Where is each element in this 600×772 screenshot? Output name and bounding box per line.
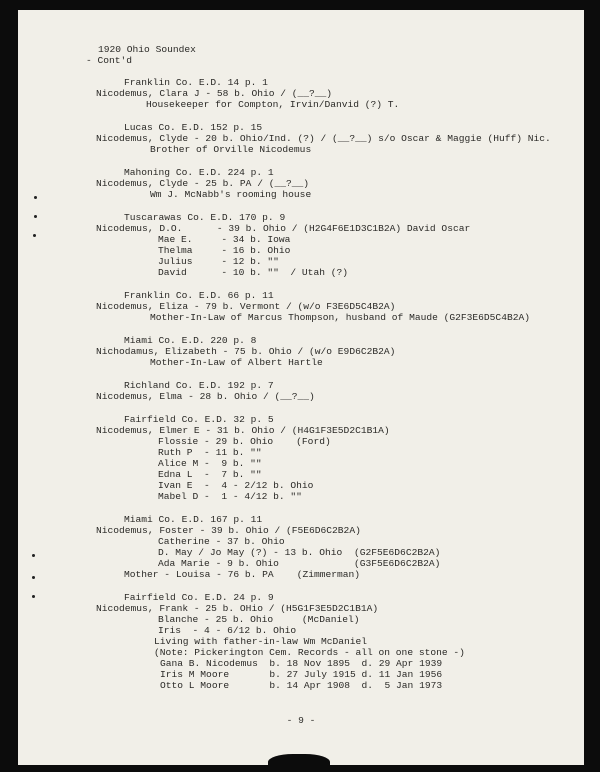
text-line: Mother - Louisa - 76 b. PA (Zimmerman) — [124, 569, 361, 580]
text-line: Franklin Co. E.D. 66 p. 11 — [124, 290, 274, 301]
text-line: Iris M Moore b. 27 July 1915 d. 11 Jan 1956 — [160, 669, 443, 680]
margin-speck — [32, 576, 35, 579]
torn-edge — [268, 754, 330, 765]
text-line: Mae E. - 34 b. Iowa — [158, 234, 291, 245]
text-line: Richland Co. E.D. 192 p. 7 — [124, 380, 274, 391]
text-line: Wm J. McNabb's rooming house — [150, 189, 312, 200]
text-line: Ivan E - 4 - 2/12 b. Ohio — [158, 480, 314, 491]
page-number: - 9 - — [286, 715, 316, 726]
text-line: Nicodemus, Clara J - 58 b. Ohio / (__?__) — [96, 88, 333, 99]
text-line: (G3F5E6D6C2B2A) — [354, 558, 441, 569]
margin-speck — [34, 215, 37, 218]
text-line: Gana B. Nicodemus b. 18 Nov 1895 d. 29 Apr 1939 — [160, 658, 443, 669]
text-line: Ada Marie - 9 b. Ohio — [158, 558, 279, 569]
margin-speck — [32, 554, 35, 557]
text-line: Mother-In-Law of Albert Hartle — [150, 357, 323, 368]
text-line: (G2F5E6D6C2B2A) — [354, 547, 441, 558]
text-line: Edna L - 7 b. "" — [158, 469, 262, 480]
text-line: Alice M - 9 b. "" — [158, 458, 262, 469]
text-line: D. May / Jo May (?) - 13 b. Ohio — [158, 547, 343, 558]
text-line: Fairfield Co. E.D. 24 p. 9 — [124, 592, 274, 603]
text-line: Nichodamus, Elizabeth - 75 b. Ohio / (w/o E9D6C2B2A) — [96, 346, 396, 357]
text-line: Brother of Orville Nicodemus — [150, 144, 312, 155]
text-line: - Cont'd — [86, 55, 133, 66]
text-line: 1920 Ohio Soundex — [98, 44, 196, 55]
text-line: Nicodemus, Clyde - 20 b. Ohio/Ind. (?) / (__?__) s/o Oscar & Maggie (Huff) Nic. — [96, 133, 551, 144]
text-line: Thelma - 16 b. Ohio — [158, 245, 291, 256]
text-line: Tuscarawas Co. E.D. 170 p. 9 — [124, 212, 286, 223]
text-line: Miami Co. E.D. 167 p. 11 — [124, 514, 263, 525]
text-line: Lucas Co. E.D. 152 p. 15 — [124, 122, 263, 133]
text-line: Nicodemus, Elmer E - 31 b. Ohio / (H4G1F3E5D2C1B1A) — [96, 425, 390, 436]
text-line: Franklin Co. E.D. 14 p. 1 — [124, 77, 268, 88]
text-line: (Note: Pickerington Cem. Records - all on one stone -) — [154, 647, 465, 658]
text-line: Living with father-in-law Wm McDaniel — [154, 636, 368, 647]
text-line: Julius - 12 b. "" — [158, 256, 279, 267]
text-line: Nicodemus, D.O. - 39 b. Ohio / (H2G4F6E1D3C1B2A) David Oscar — [96, 223, 471, 234]
text-line: Housekeeper for Compton, Irvin/Danvid (?) T. — [146, 99, 400, 110]
text-line: Mabel D - 1 - 4/12 b. "" — [158, 491, 302, 502]
text-line: Nicodemus, Eliza - 79 b. Vermont / (w/o F3E6D5C4B2A) — [96, 301, 396, 312]
text-line: Nicodemus, Frank - 25 b. OHio / (H5G1F3E5D2C1B1A) — [96, 603, 379, 614]
text-line: Ruth P - 11 b. "" — [158, 447, 262, 458]
margin-speck — [33, 234, 36, 237]
text-line: Nicodemus, Clyde - 25 b. PA / (__?__) — [96, 178, 310, 189]
text-line: David - 10 b. "" / Utah (?) — [158, 267, 348, 278]
text-line: Otto L Moore b. 14 Apr 1908 d. 5 Jan 1973 — [160, 680, 443, 691]
margin-speck — [32, 595, 35, 598]
text-line: Mahoning Co. E.D. 224 p. 1 — [124, 167, 274, 178]
margin-speck — [34, 196, 37, 199]
text-line: Miami Co. E.D. 220 p. 8 — [124, 335, 257, 346]
document-text — [18, 10, 584, 765]
text-line: Catherine - 37 b. Ohio — [158, 536, 285, 547]
text-line: Flossie - 29 b. Ohio (Ford) — [158, 436, 331, 447]
document-page — [18, 10, 584, 765]
text-line: Mother-In-Law of Marcus Thompson, husband of Maude (G2F3E6D5C4B2A) — [150, 312, 530, 323]
text-line: Nicodemus, Elma - 28 b. Ohio / (__?__) — [96, 391, 315, 402]
text-line: Iris - 4 - 6/12 b. Ohio — [158, 625, 297, 636]
text-line: Nicodemus, Foster - 39 b. Ohio / (F5E6D6C2B2A) — [96, 525, 361, 536]
text-line: Blanche - 25 b. Ohio (McDaniel) — [158, 614, 360, 625]
text-line: Fairfield Co. E.D. 32 p. 5 — [124, 414, 274, 425]
